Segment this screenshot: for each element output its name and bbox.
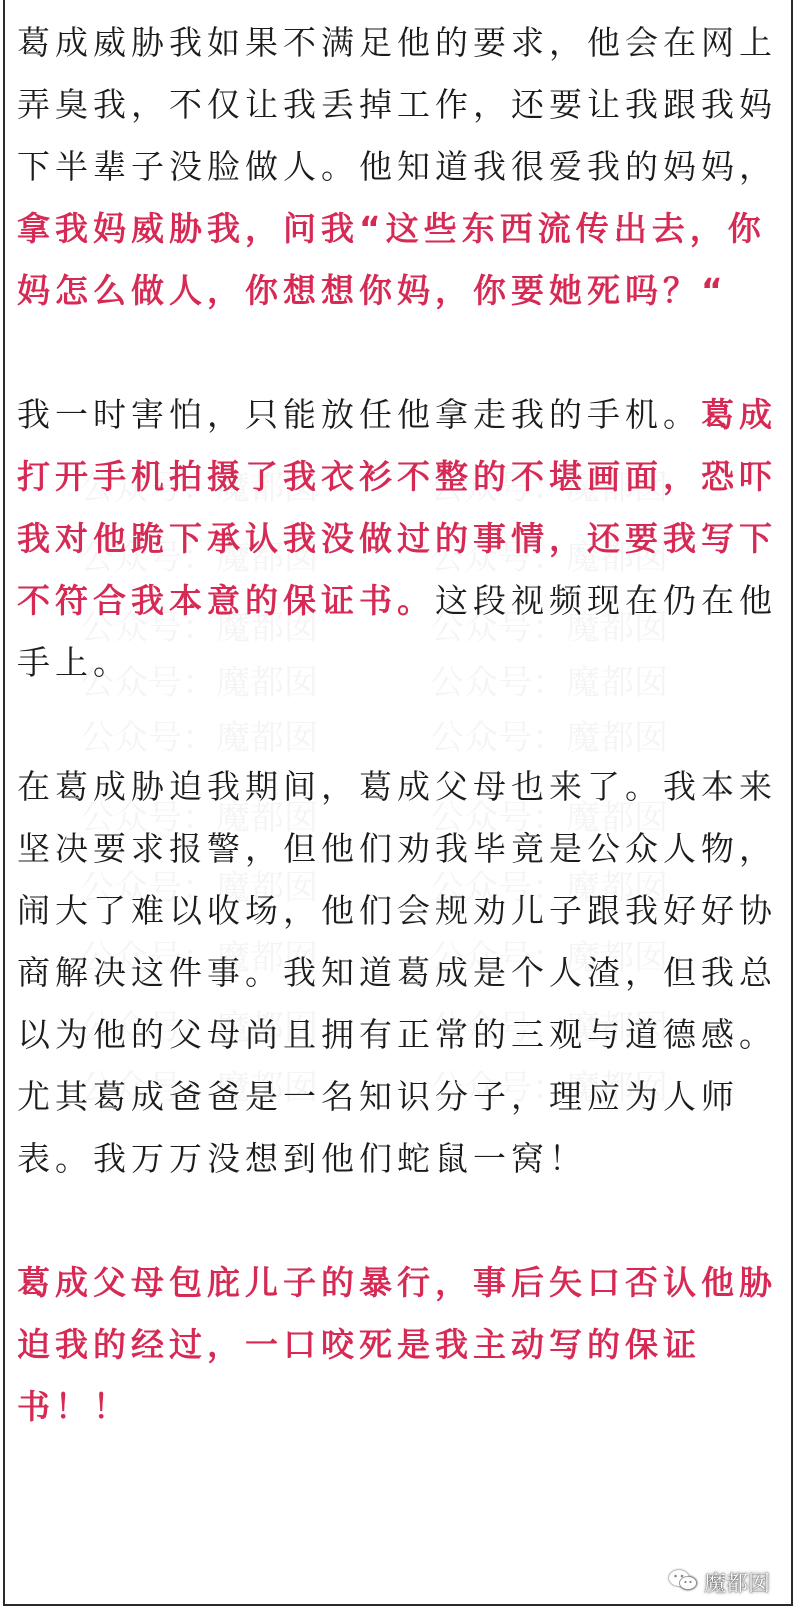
paragraph-4: 葛成父母包庇儿子的暴行，事后矢口否认他胁迫我的经过，一口咬死是我主动写的保证书！！	[17, 1263, 777, 1426]
wechat-icon	[668, 1568, 698, 1598]
paragraph-2-normal-text: 我一时害怕，只能放任他拿走我的手机。	[17, 395, 701, 434]
paragraph-1-highlight-text: 拿我妈威胁我，问我“这些东西流传出去，你妈怎么做人，你想想你妈，你要她死吗？“	[17, 209, 766, 310]
paragraph-spacer	[17, 1190, 787, 1252]
paragraph-spacer	[17, 694, 787, 756]
paragraph-3: 在葛成胁迫我期间，葛成父母也来了。我本来坚决要求报警，但他们劝我毕竟是公众人物，闹大了难以收场，他们会规劝儿子跟我好好协商解决这件事。我知道葛成是个人渣，但我总以为他的父母尚且拥有正常的三观与道德感。尤其葛成爸爸是一名知识分子，理应为人师表。我万万没想到他们蛇鼠一窝！	[17, 767, 777, 1178]
paragraph-spacer	[17, 322, 787, 384]
paragraph-1-normal-text: 葛成威胁我如果不满足他的要求，他会在网上弄臭我，不仅让我丢掉工作，还要让我跟我妈下半辈子没脸做人。他知道我很爱我的妈妈，	[17, 23, 777, 186]
paragraph-1	[17, 12, 787, 322]
article-body	[17, 12, 787, 1438]
paragraph-2-highlight-text: 葛成打开手机拍摄了我衣衫不整的不堪画面，恐吓我对他跪下承认我没做过的事情，还要我写下不符合我本意的保证书。	[17, 395, 777, 620]
brand-name: 魔都囡	[703, 1572, 770, 1597]
brand-watermark	[668, 1567, 770, 1598]
paragraph-2-trailing-text: 这段视频现在仍在他手上。	[17, 581, 777, 682]
paragraph-2	[17, 384, 787, 694]
